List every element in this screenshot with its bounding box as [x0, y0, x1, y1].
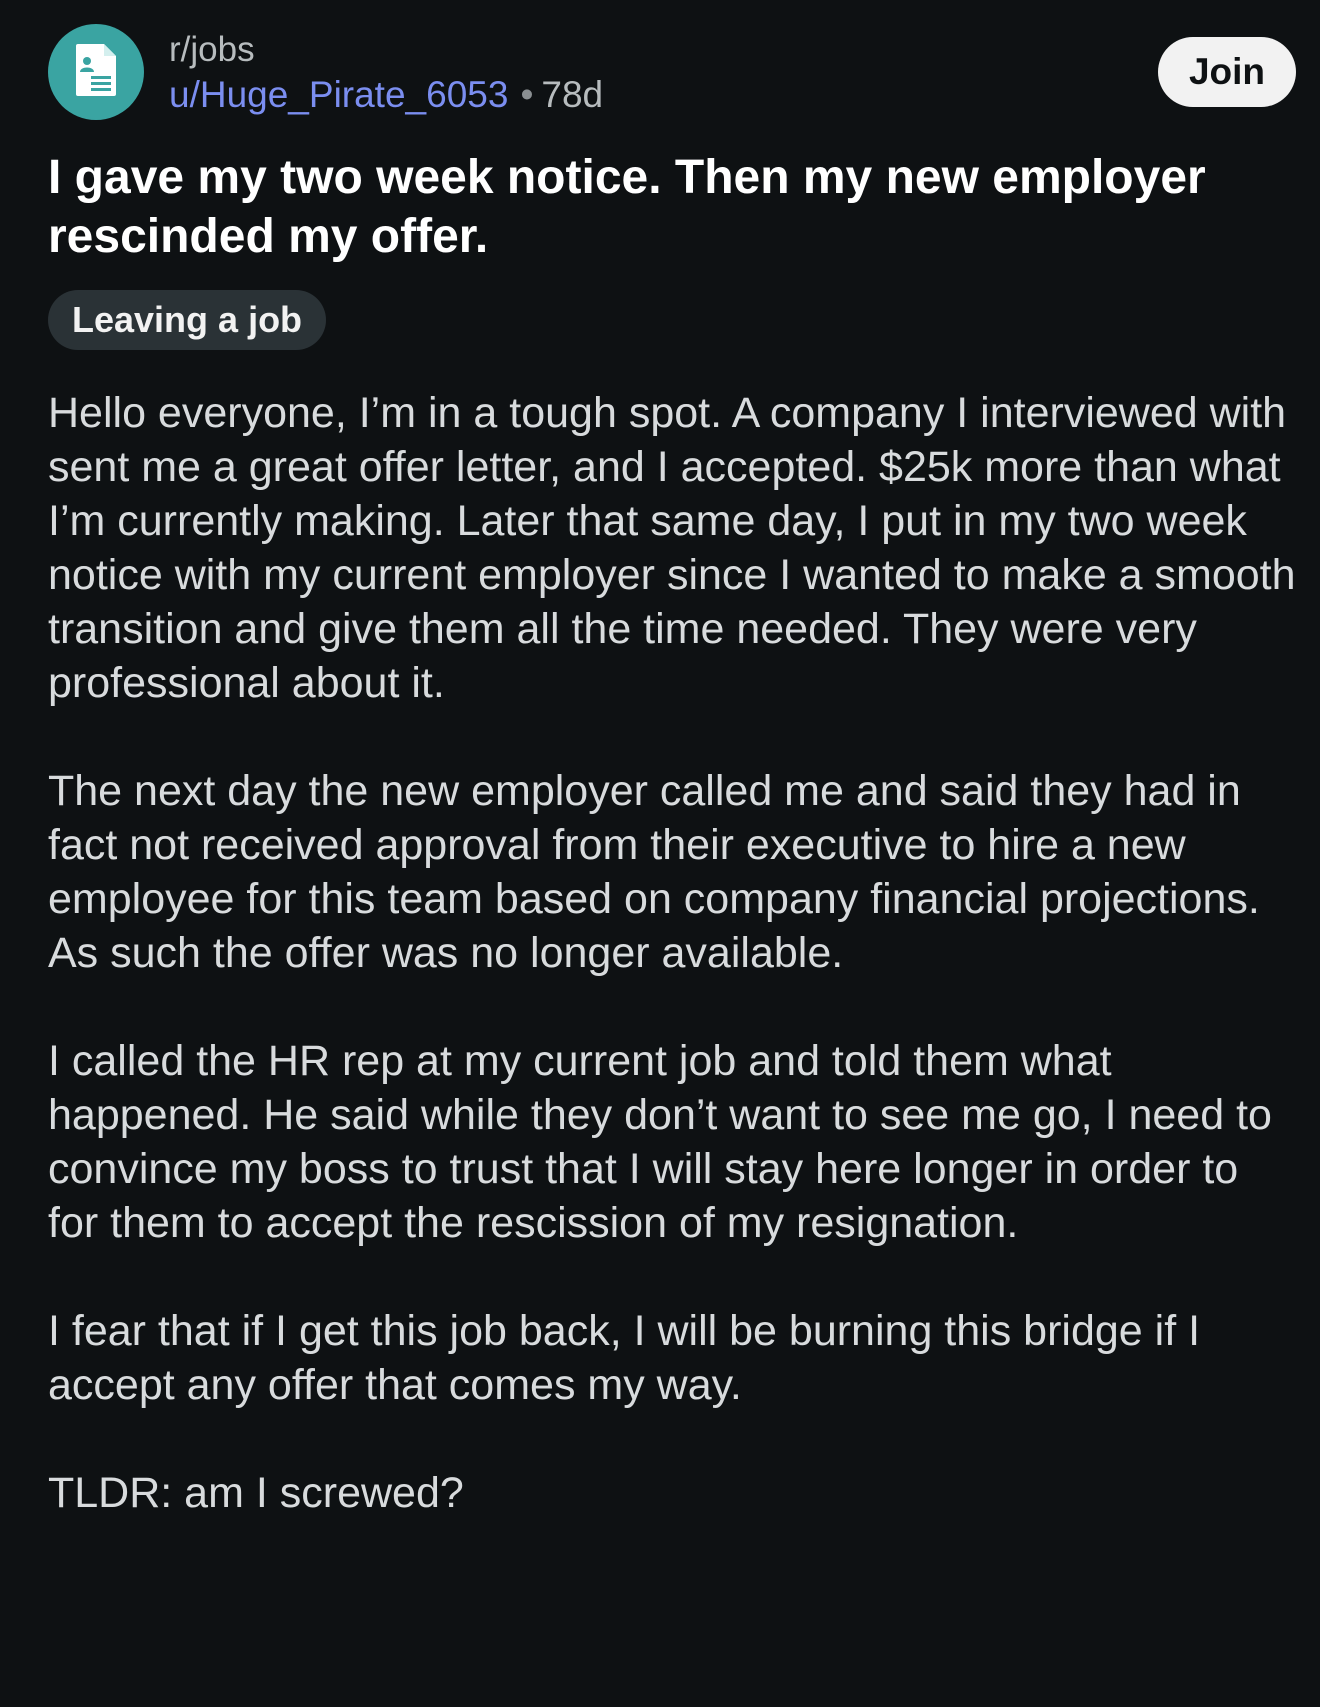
post-header [48, 24, 1296, 120]
document-person-icon [74, 42, 118, 103]
post-age: 78d [541, 74, 604, 115]
meta-separator: • [520, 74, 534, 115]
subreddit-avatar[interactable] [48, 24, 144, 120]
post-meta [169, 28, 603, 118]
join-button[interactable]: Join [1158, 37, 1296, 107]
post-paragraph: I called the HR rep at my current job and told them what happened. He said while they don’t want to see me go, I need to convince my boss to trust that I will stay here longer in order to for them to accept the rescission of my resignation. [48, 1037, 1272, 1247]
author-username[interactable]: u/Huge_Pirate_6053 [169, 74, 509, 115]
post-paragraph: The next day the new employer called me and said they had in fact not received approval from their executive to hire a new employee for this team based on company financial projections. As such the offer was no longer available. [48, 767, 1260, 977]
post-title: I gave my two week notice. Then my new employer rescinded my offer. [48, 151, 1206, 263]
subreddit-name[interactable]: r/jobs [169, 30, 255, 69]
post-body [48, 386, 1298, 1520]
post-paragraph: Hello everyone, I’m in a tough spot. A company I interviewed with sent me a great offer letter, and I accepted. $25k more than what I’m currently making. Later that same day, I put in my two week notice with my current employer since I wanted to make a smooth transition and give them all the time needed. They were very professional about it. [48, 389, 1296, 707]
post-paragraph: I fear that if I get this job back, I will be burning this bridge if I accept any offer that comes my way. [48, 1307, 1201, 1409]
post-paragraph: TLDR: am I screwed? [48, 1469, 464, 1517]
post-flair[interactable]: Leaving a job [48, 290, 326, 350]
byline [169, 72, 603, 118]
